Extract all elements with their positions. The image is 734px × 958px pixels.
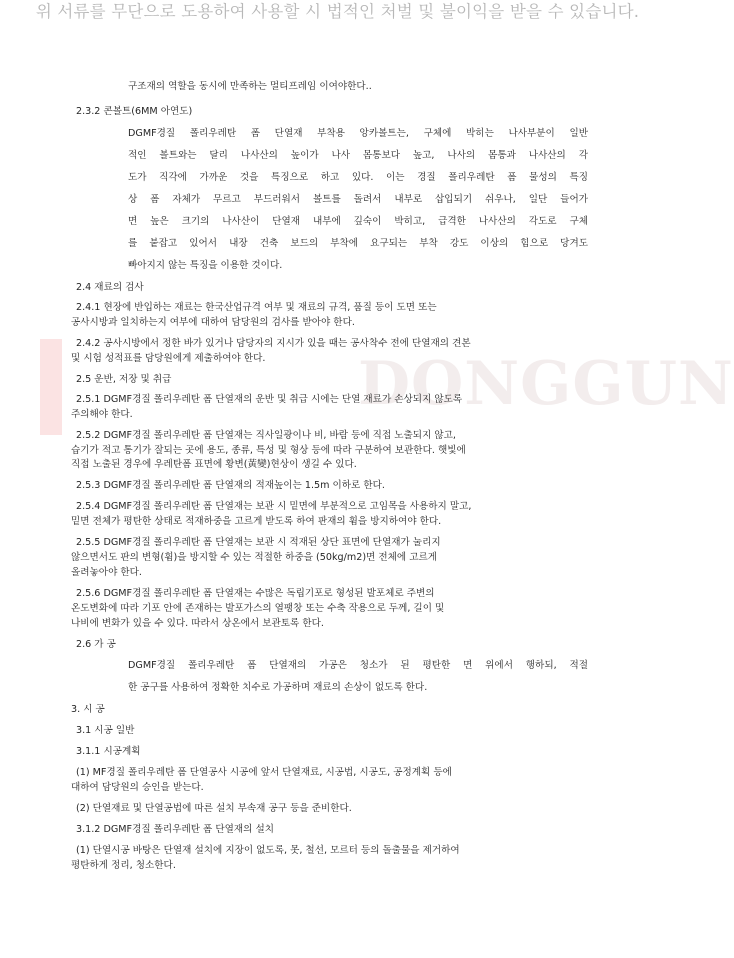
paragraph-line: 습기가 적고 통기가 잘되는 곳에 용도, 종류, 특성 및 형상 등에 따라 구분하여 보관한다. 햇빛에 xyxy=(71,445,466,456)
paragraph-line: 2.4.2 공사시방에서 정한 바가 있거나 담당자의 지시가 있을 때는 공사착수 전에 단열재의 견본 xyxy=(76,338,471,349)
paragraph-line: 평탄하게 정리, 청소한다. xyxy=(71,860,176,871)
paragraph-line: 대하여 담당원의 승인을 받는다. xyxy=(71,782,204,793)
section-heading-3: 3. 시 공 xyxy=(71,704,105,715)
paragraph-line: 2.5.5 DGMF경질 폴리우레탄 폼 단열재는 보관 시 적재된 상단 표면에 단열재가 눌리지 xyxy=(76,537,441,548)
paragraph-line: 나비에 변화가 있을 수 있다. 따라서 상온에서 보관토록 한다. xyxy=(71,618,324,629)
section-heading-3-1-2: 3.1.2 DGMF경질 폴리우레탄 폼 단열재의 설치 xyxy=(76,824,275,835)
paragraph-line: 구조재의 역할을 동시에 만족하는 멀티프레임 이여야한다.. xyxy=(128,81,372,92)
section-heading-2-6: 2.6 가 공 xyxy=(76,639,116,650)
paragraph-line: 빠아지지 않는 특징을 이용한 것이다. xyxy=(128,260,283,271)
paragraph-line: 적인 볼트와는 달리 나사산의 높이가 나사 몸통보다 높고, 나사의 몸통과 나사산의 각 xyxy=(128,150,588,161)
paragraph-line: (2) 단열재료 및 단열공법에 따른 설치 부속재 공구 등을 준비한다. xyxy=(76,803,352,814)
section-heading-3-1-1: 3.1.1 시공계획 xyxy=(76,746,141,757)
section-heading-3-1: 3.1 시공 일반 xyxy=(76,725,135,736)
paragraph-line: 올려놓아야 한다. xyxy=(71,567,142,578)
paragraph-line: 면 높은 크기의 나사산이 단열재 내부에 깊숙이 박히고, 급격한 나사산의 각도로 구체 xyxy=(128,216,588,227)
paragraph-line: 온도변화에 따라 기포 안에 존재하는 발포가스의 열팽창 또는 수축 작용으로 두께, 길이 및 xyxy=(71,603,445,614)
paragraph-line: DGMF경질 폴리우레탄 폼 단열재의 가공은 청소가 된 평탄한 면 위에서 행하되, 적절 xyxy=(128,660,588,671)
paragraph-line: DGMF경질 폴리우레탄 폼 단열재 부착용 앙카볼트는, 구체에 박히는 나사부분이 일반 xyxy=(128,128,588,139)
paragraph-line: 2.5.6 DGMF경질 폴리우레탄 폼 단열재는 수많은 독립기포로 형성된 발포체로 주변의 xyxy=(76,588,435,599)
paragraph-line: 직접 노출된 경우에 우레탄폼 표면에 황변(黃變)현상이 생길 수 있다. xyxy=(71,459,357,470)
section-heading-2-5: 2.5 운반, 저장 및 취급 xyxy=(76,374,172,385)
paragraph-line: 않으면서도 판의 변형(휨)을 방지할 수 있는 적절한 하중을 (50kg/m2)면 전체에 고르게 xyxy=(71,552,438,563)
paragraph-line: 및 시험 성적표를 담당원에게 제출하여야 한다. xyxy=(71,353,266,364)
paragraph-line: 를 붙잡고 있어서 내장 건축 보드의 부착에 요구되는 부착 강도 이상의 힘으로 당겨도 xyxy=(128,238,588,249)
paragraph-line: (1) 단열시공 바탕은 단열재 설치에 지장이 없도록, 못, 철선, 모르터 등의 돌출물을 제거하여 xyxy=(76,845,460,856)
paragraph-line: 공사시방과 일치하는지 여부에 대하여 담당원의 검사를 받아야 한다. xyxy=(71,317,355,328)
paragraph-line: 2.5.2 DGMF경질 폴리우레탄 폼 단열재는 직사일광이나 비, 바람 등에 직접 노출되지 않고, xyxy=(76,430,456,441)
section-heading-2-3-2: 2.3.2 콘볼트(6MM 아연도) xyxy=(76,106,193,117)
section-heading-2-4: 2.4 재료의 검사 xyxy=(76,282,144,293)
paragraph-line: 밑면 전체가 평탄한 상태로 적재하중을 고르게 받도록 하여 판재의 휨을 방지하여야 한다. xyxy=(71,516,442,527)
paragraph-line: 주의해야 한다. xyxy=(71,409,133,420)
paragraph-line: 2.4.1 현장에 반입하는 재료는 한국산업규격 여부 및 재료의 규격, 품질 등이 도면 또는 xyxy=(76,302,437,313)
paragraph-line: 2.5.1 DGMF경질 폴리우레탄 폼 단열재의 운반 및 취급 시에는 단열 재료가 손상되지 않도록 xyxy=(76,394,463,405)
paragraph-line: 2.5.3 DGMF경질 폴리우레탄 폼 단열재의 적재높이는 1.5m 이하로 한다. xyxy=(76,480,385,491)
paragraph-line: (1) MF경질 폴리우레탄 폼 단열공사 시공에 앞서 단열재료, 시공법, 시공도, 공정계획 등에 xyxy=(76,767,452,778)
usage-warning-banner: 위 서류를 무단으로 도용하여 사용할 시 법적인 처벌 및 불이익을 받을 수 있습니다. xyxy=(35,2,640,21)
paragraph-line: 한 공구를 사용하여 정확한 치수로 가공하며 재료의 손상이 없도록 한다. xyxy=(128,682,428,693)
watermark-logo-text: DONGGUN xyxy=(358,349,734,419)
paragraph-line: 상 폼 자체가 무르고 부드러워서 볼트를 돌려서 내부로 삽입되기 쉬우나, 일단 들어가 xyxy=(128,194,588,205)
paragraph-line: 2.5.4 DGMF경질 폴리우레탄 폼 단열재는 보관 시 밑면에 부분적으로 고임목을 사용하지 말고, xyxy=(76,501,472,512)
paragraph-line: 도가 직각에 가까운 것을 특징으로 하고 있다. 이는 경질 폴리우레탄 폼 물성의 특징 xyxy=(128,172,588,183)
